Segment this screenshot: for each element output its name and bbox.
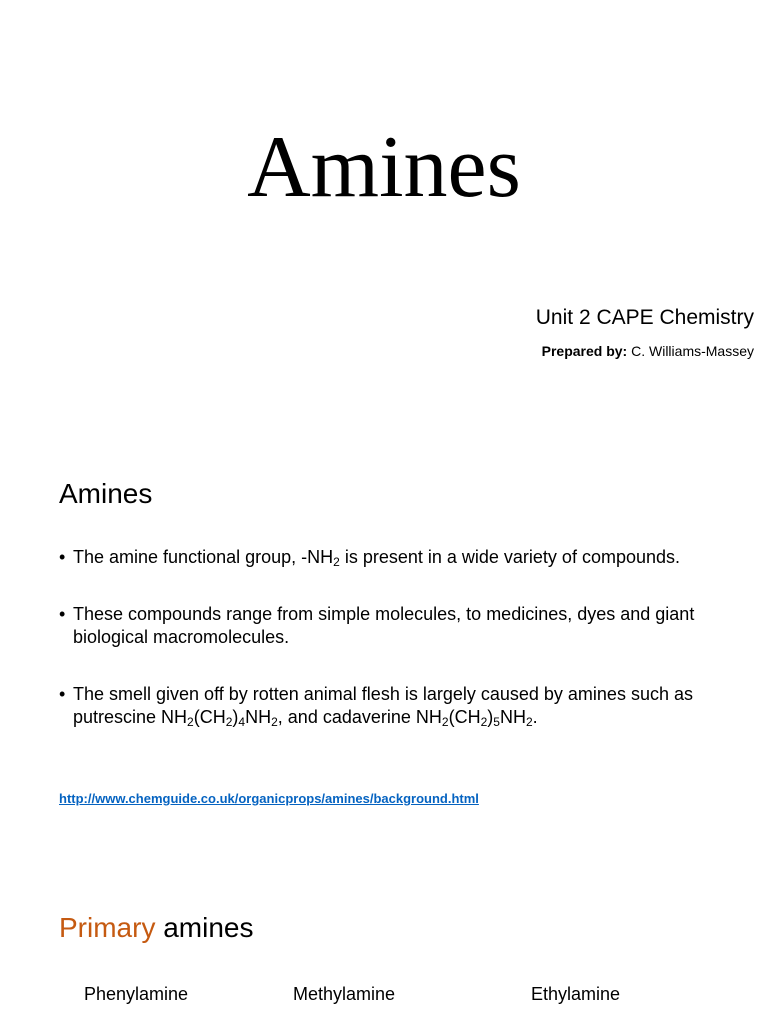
slide-heading: Amines (59, 478, 153, 509)
bullet-text: (CH (193, 707, 226, 727)
byline-label: Prepared by: (541, 343, 628, 359)
bullet-icon: • (59, 547, 66, 567)
column-phenylamine: Phenylamine (84, 984, 189, 1004)
primary-amines-slide (0, 864, 768, 1024)
bullet-text: , and cadaverine NH (277, 707, 442, 727)
bullet-text: (CH (448, 707, 481, 727)
column-ethylamine: Ethylamine (531, 984, 621, 1004)
slide-title: Amines (247, 119, 521, 216)
slide-heading (59, 912, 254, 944)
subscript: 2 (187, 715, 194, 729)
subscript: 2 (480, 715, 488, 729)
slide-subtitle: Unit 2 CAPE Chemistry (535, 306, 754, 329)
subscript: 2 (441, 715, 449, 729)
subscript: 5 (493, 715, 500, 729)
title-slide (0, 0, 768, 440)
subscript: 2 (225, 715, 233, 729)
chemguide-link[interactable]: http://www.chemguide.co.uk/organicprops/amines/background.html (59, 791, 479, 806)
bullet-item (59, 683, 719, 729)
overview-slide (0, 452, 768, 852)
bullet-item (59, 546, 719, 569)
subscript: 2 (333, 555, 340, 569)
bullet-text: These compounds range from simple molecules, to medicines, dyes and giant biological macromolecules. (73, 604, 695, 647)
bullet-text: NH (245, 707, 272, 727)
bullet-list (59, 546, 719, 763)
bullet-text: ) (487, 707, 494, 727)
byline-name: C. Williams-Massey (627, 343, 754, 359)
column-methylamine: Methylamine (293, 984, 396, 1004)
subscript: 2 (525, 715, 533, 729)
bullet-text: NH (499, 707, 526, 727)
bullet-icon: • (59, 604, 66, 624)
bullet-text: . (532, 707, 538, 727)
subscript: 4 (238, 715, 246, 729)
bullet-text: The smell given off by rotten animal flesh is largely caused by amines such as putrescine NH (73, 684, 693, 727)
bullet-text: ) (232, 707, 239, 727)
author-byline (542, 343, 754, 359)
heading-accent: Primary (59, 912, 156, 943)
subscript: 2 (271, 715, 278, 729)
bullet-text: The amine functional group, -NH (73, 547, 334, 567)
bullet-text: is present in a wide variety of compounds. (339, 547, 680, 567)
heading-rest: amines (155, 912, 254, 943)
bullet-item (59, 603, 719, 649)
bullet-icon: • (59, 684, 66, 704)
